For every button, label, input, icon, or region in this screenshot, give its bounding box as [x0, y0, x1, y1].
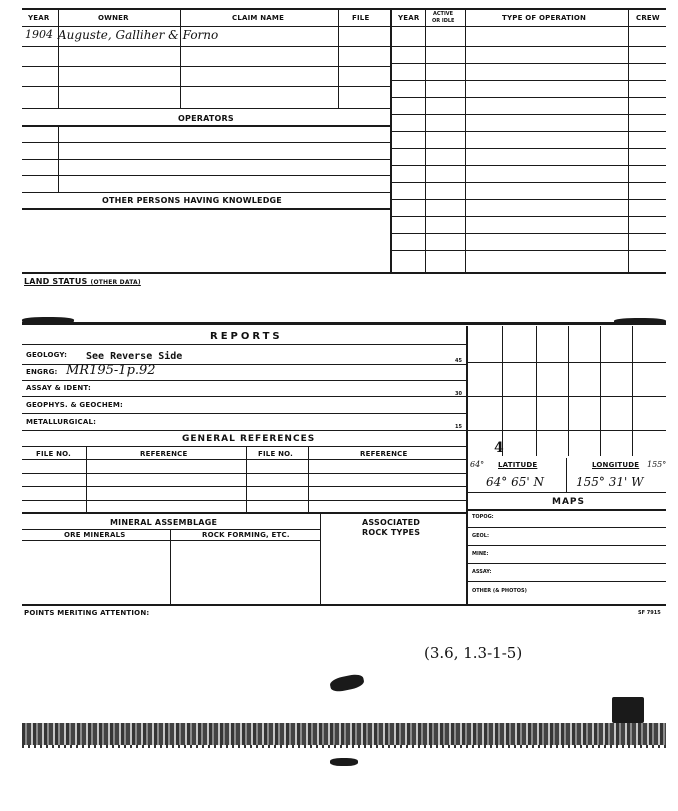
scan-smudge [329, 673, 365, 694]
rule [22, 208, 390, 210]
rule [392, 148, 666, 149]
rule [392, 250, 666, 251]
rule [338, 8, 339, 108]
rule [468, 362, 666, 363]
mineral-assemblage-title: MINERAL ASSEMBLAGE [110, 518, 218, 527]
rule [628, 8, 629, 274]
margin-number: 30 [455, 391, 462, 397]
ref-col-reference-2: REFERENCE [360, 450, 408, 458]
reports-title: REPORTS [210, 331, 283, 342]
rule [22, 125, 390, 127]
handwritten-annotation: (3.6, 1.3-1-5) [424, 644, 523, 662]
rule [58, 8, 59, 108]
rule [22, 380, 467, 381]
engrg-value: MR195-1p.92 [66, 363, 156, 378]
rule [536, 326, 537, 456]
geology-value: See Reverse Side [86, 351, 183, 362]
rule [22, 272, 666, 274]
header-year: YEAR [28, 14, 50, 22]
scan-smudge [330, 758, 358, 766]
operators-title: OPERATORS [178, 114, 234, 123]
rule [468, 430, 666, 431]
header-owner: OWNER [98, 14, 129, 22]
rule [22, 512, 467, 514]
maps-topog: TOPOG: [472, 514, 494, 520]
longitude-label: LONGITUDE [592, 461, 640, 469]
rule [392, 233, 666, 234]
rule [468, 563, 666, 564]
rule [392, 165, 666, 166]
rock-forming-label: ROCK FORMING, ETC. [202, 531, 290, 539]
geology-label: GEOLOGY: [26, 351, 68, 359]
entry-year: 1904 [25, 28, 53, 41]
ref-col-file-no-2: FILE NO. [258, 450, 293, 458]
rule [308, 446, 309, 512]
rule [22, 66, 390, 67]
rule [22, 396, 467, 397]
engrg-label: ENGRG: [26, 368, 58, 376]
rule [468, 396, 666, 397]
rule [466, 326, 468, 606]
rule [568, 326, 569, 456]
geophys-label: GEOPHYS. & GEOCHEM: [26, 401, 124, 409]
rule [22, 175, 390, 176]
rule [468, 545, 666, 546]
rule [170, 529, 171, 605]
ref-col-file-no: FILE NO. [36, 450, 71, 458]
associated-label: ASSOCIATED [362, 518, 421, 527]
general-references-title: GENERAL REFERENCES [182, 434, 316, 444]
rule [392, 131, 666, 132]
rule [22, 26, 666, 27]
scan-smudge [614, 318, 666, 325]
rule [468, 492, 666, 493]
rule [22, 8, 666, 10]
rule [632, 326, 633, 456]
entry-owner: Auguste, Galliher & Forno [58, 28, 219, 42]
rule [22, 413, 467, 414]
rule [22, 473, 467, 474]
form-number: SF 7915 [638, 610, 661, 616]
rule [22, 108, 390, 109]
rule [392, 216, 666, 217]
land-status-text: LAND STATUS [24, 277, 88, 286]
rule [22, 540, 320, 541]
maps-other: OTHER (& PHOTOS) [472, 588, 527, 594]
assay-label: ASSAY & IDENT: [26, 384, 92, 392]
rule [22, 142, 390, 143]
rule [566, 458, 567, 492]
rule [180, 8, 181, 108]
scan-smudge [22, 317, 74, 324]
rule [22, 344, 467, 345]
rule [392, 80, 666, 81]
maps-mine: MINE: [472, 551, 489, 557]
rule [392, 182, 666, 183]
header-crew: CREW [636, 14, 660, 22]
header-active: ACTIVE [433, 11, 454, 17]
circled-mark: 4 [494, 440, 504, 456]
maps-title: MAPS [552, 497, 585, 507]
rule [86, 446, 87, 512]
header-file: FILE [352, 14, 370, 22]
scan-block [612, 697, 644, 723]
rule [392, 97, 666, 98]
rule [392, 114, 666, 115]
rule [502, 326, 503, 456]
rule [320, 514, 321, 605]
margin-number: 15 [455, 424, 462, 430]
rule [22, 46, 390, 47]
rule [22, 529, 320, 530]
rule [22, 192, 390, 193]
scan-noise-band [22, 723, 666, 745]
rule [392, 199, 666, 200]
land-status-label [24, 277, 141, 286]
header-year-2: YEAR [398, 14, 420, 22]
latitude-label: LATITUDE [498, 461, 538, 469]
rule [22, 446, 467, 447]
rule [600, 326, 601, 456]
rock-types-label: ROCK TYPES [362, 528, 421, 537]
rule [390, 8, 392, 274]
margin-number: 45 [455, 358, 462, 364]
points-label: POINTS MERITING ATTENTION: [24, 609, 150, 617]
land-status-sub: (OTHER DATA) [90, 279, 141, 286]
rule [22, 604, 666, 606]
maps-assay: ASSAY: [472, 569, 492, 575]
maps-geol: GEOL: [472, 533, 489, 539]
rule [22, 322, 666, 325]
rule [22, 159, 390, 160]
rule [468, 509, 666, 511]
longitude-suffix: 155° [647, 460, 667, 469]
rule [465, 8, 466, 274]
ore-minerals-label: ORE MINERALS [64, 531, 126, 539]
ref-col-reference: REFERENCE [140, 450, 188, 458]
other-persons-title: OTHER PERSONS HAVING KNOWLEDGE [102, 196, 282, 205]
header-type-of-operation: TYPE OF OPERATION [502, 14, 587, 22]
rule [22, 459, 467, 460]
scan-noise-band-edge [22, 745, 666, 748]
rule [468, 581, 666, 582]
header-claim-name: CLAIM NAME [232, 14, 285, 22]
rule [22, 500, 467, 501]
rule [392, 46, 666, 47]
rule [22, 430, 467, 431]
rule [392, 63, 666, 64]
rule [468, 527, 666, 528]
rule [22, 486, 467, 487]
rule [246, 446, 247, 512]
rule [22, 86, 390, 87]
longitude-value: 155° 31' W [576, 475, 644, 489]
header-or-idle: OR IDLE [432, 18, 455, 24]
rule [425, 8, 426, 274]
latitude-prefix: 64° [470, 460, 485, 469]
latitude-value: 64° 65' N [486, 475, 544, 489]
metallurgical-label: METALLURGICAL: [26, 418, 97, 426]
